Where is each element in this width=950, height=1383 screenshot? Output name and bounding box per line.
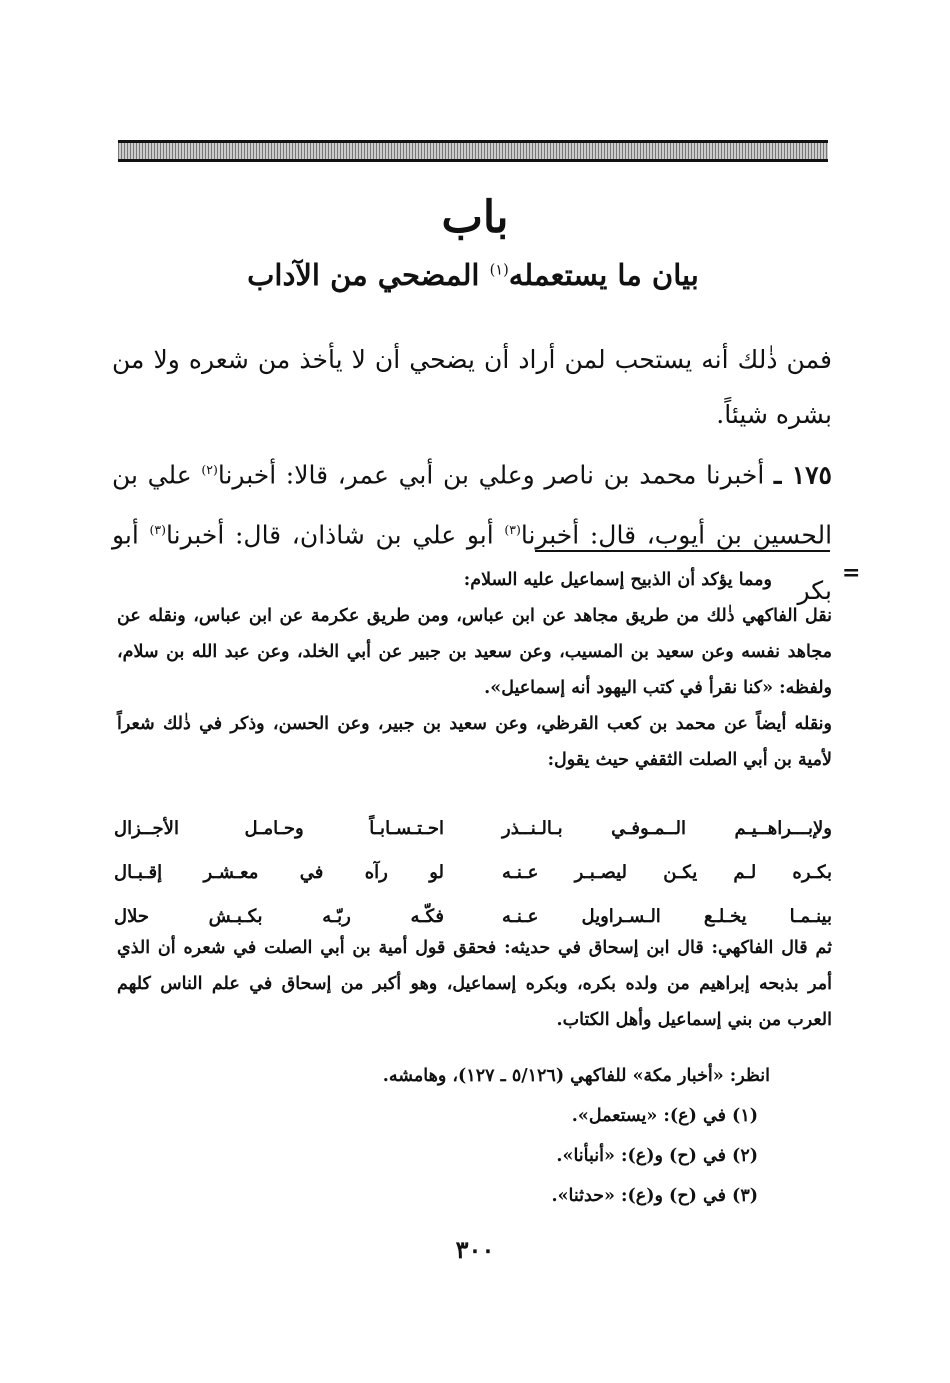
- hadith-text-1: أخبرنا محمد بن ناصر وعلي بن أبي عمر، قالا: أخبرنا: [217, 460, 774, 490]
- poem-hemistich: ولإبـــراهــيـم الــمـوفـي بـالـنــذر: [502, 817, 832, 839]
- poem-verse: [114, 806, 832, 850]
- chapter-word: باب: [441, 192, 509, 243]
- chapter-title: [118, 258, 828, 292]
- footnote-line: ونقله أيضاً عن محمد بن كعب القرظي، وعن سعيد بن جبير، وعن الحسن، وذكر في ذٰلك شعراً لأمية بن أبي الصلت الثقفي حيث يقول:: [117, 714, 832, 770]
- header-rule-band: [118, 140, 828, 162]
- poem: [114, 806, 832, 938]
- reference-line: انظر: «أخبار مكة» للفاكهي (٥/١٢٦ ـ ١٢٧)، وهامشه.: [382, 1066, 770, 1086]
- page-number: ٣٠٠: [455, 1235, 495, 1264]
- poem-hemistich: بينـمـا يخـلـع الـسـراويل عـنـه: [502, 905, 832, 927]
- continuation-mark: =: [842, 560, 861, 586]
- hadith-text-3: أبو علي بن شاذان، قال: أخبرنا: [166, 520, 505, 550]
- footnotes-block: [117, 562, 832, 778]
- footnote-references: [210, 1056, 770, 1216]
- footnote-ref-2: (٢): [201, 462, 218, 477]
- footnote-separator: [535, 550, 830, 552]
- chapter-title-part-b: المضحي من الآداب: [247, 258, 490, 292]
- footnote-line: ومما يؤكد أن الذبيح إسماعيل عليه السلام:: [463, 570, 772, 590]
- footnote-line: ثم قال الفاكهي: قال ابن إسحاق في حديثه: فحقق قول أمية بن أبي الصلت في شعره أن الذي أمر بذبحه إبراهيم من ولده بكره، وبكره إسماعيل، وهو أكبر من إسحاق في علم الناس كلهم العرب من بني إسماعيل وأهل الكتاب.: [117, 938, 832, 1030]
- footnote-1-text: (١) في (ع): «يستعمل».: [571, 1106, 758, 1126]
- poem-hemistich: لو رآه في معـشـر إقـبـال: [114, 861, 444, 883]
- footnote-after-poem: [117, 930, 832, 1038]
- poem-verse: [114, 850, 832, 894]
- hadith-text-4: أبو بكر: [112, 520, 832, 605]
- hadith-number: ١٧٥ ـ: [773, 460, 832, 490]
- poem-hemistich: بكـره لـم يكـن ليصـبـر عـنـه: [502, 861, 832, 883]
- footnote-ref-1: (١): [489, 262, 509, 279]
- intro-paragraph: فمن ذٰلك أنه يستحب لمن أراد أن يضحي أن لا يأخذ من شعره ولا من بشره شيئاً.: [112, 345, 832, 429]
- hadith-text-2: علي بن الحسين بن أيوب، قال: أخبرنا: [112, 460, 833, 550]
- footnote-3-text: (٣) في (ح) و(ع): «حدثنا».: [551, 1186, 758, 1206]
- footnote-ref-3a: (٣): [504, 522, 521, 538]
- poem-hemistich: فكّـه ربّـه بكـبـش حلال: [114, 905, 444, 927]
- footnote-line: نقل الفاكهي ذٰلك من طريق مجاهد عن ابن عباس، ومن طريق عكرمة عن ابن عباس، ونقله عن مجاهد نفسه وعن سعيد بن المسيب، وعن سعيد بن جبير عن أبي الخلد، وعن عبد الله بن سلام، ولفظه: «كنا نقرأ في كتب اليهود أنه إسماعيل».: [117, 606, 832, 698]
- poem-hemistich: احـتـسـابـاً وحـامـل الأجــزال: [114, 817, 444, 839]
- chapter-title-part-a: بيان ما يستعمله: [508, 258, 699, 292]
- footnote-2-text: (٢) في (ح) و(ع): «أنبأنا».: [556, 1146, 758, 1166]
- footnote-ref-3b: (٣): [149, 522, 166, 538]
